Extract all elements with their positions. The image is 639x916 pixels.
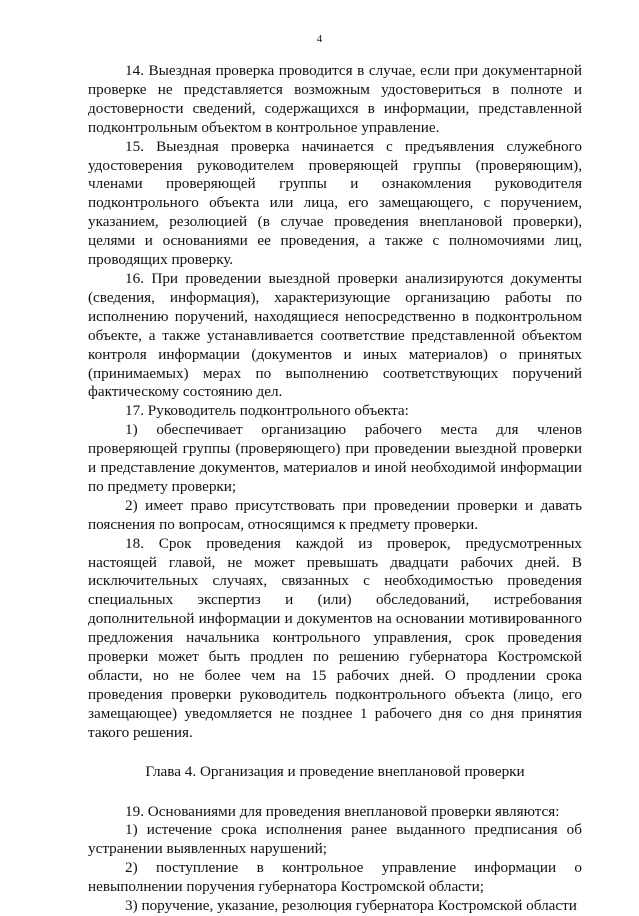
paragraph-18: 18. Срок проведения каждой из проверок, предусмотренных настоящей главой, не может превышать двадцати рабочих дней. В исключительных случаях, связанных с необходимостью проведения специальных экспертиз и (или) обследований, истребования дополнительной информации и документов на основании мотивированного предложения начальника контрольного управления, срок проведения проверки может быть продлен по решению губернатора Костромской области, но не более чем на 15 рабочих дней. О продлении срока проведения проверки руководитель подконтрольного объекта (лицо, его замещающее) уведомляется не позднее 1 рабочего дня со дня принятия такого решения. (88, 534, 582, 741)
paragraph-17-item-2: 2) имеет право присутствовать при проведении проверки и давать пояснения по вопросам, относящимся к предмету проверки. (88, 496, 582, 533)
page-number: 4 (316, 33, 323, 45)
paragraph-19: 19. Основаниями для проведения внеплановой проверки являются: (125, 802, 560, 820)
paragraph-17-item-1: 1) обеспечивает организацию рабочего места для членов проверяющей группы (проверяющего) при проведении выездной проверки и представление документов, материалов и иной необходимой информации по предмету проверки; (88, 421, 582, 495)
paragraph-19-item-2: 2) поступление в контрольное управление информации о невыполнении поручения губернатора Костромской области; (88, 859, 582, 896)
paragraph-17: 17. Руководитель подконтрольного объекта: (125, 402, 409, 420)
chapter-heading: Глава 4. Организация и проведение внеплановой проверки (145, 762, 525, 780)
document-body (88, 62, 582, 916)
paragraph-19-item-1: 1) истечение срока исполнения ранее выданного предписания об устранении выявленных нарушений; (88, 821, 582, 858)
paragraph-19-item-3: 3) поручение, указание, резолюция губернатора Костромской области (125, 897, 577, 915)
paragraph-16: 16. При проведении выездной проверки анализируются документы (сведения, информация), характеризующие организацию работы по исполнению поручений, находящиеся непосредственно в подконтрольном объекте, а также устанавливается соответствие представленной объектом контроля информации (документов и иных материалов) о принятых (принимаемых) мерах по выполнению соответствующих поручений фактическому состоянию дел. (88, 269, 582, 401)
paragraph-14: 14. Выездная проверка проводится в случае, если при документарной проверке не представляется возможным удостовериться в полноте и достоверности сведений, содержащихся в информации, представленной подконтрольным объектом в контрольное управление. (88, 62, 582, 136)
paragraph-15: 15. Выездная проверка начинается с предъявления служебного удостоверения руководителем проверяющей группы (проверяющим), членами проверяющей группы и ознакомления руководителя подконтрольного объекта или лица, его замещающего, с поручением, указанием, резолюцией (в случае проведения внеплановой проверки), целями и основаниями ее проведения, а также с полномочиями лиц, проводящих проверку. (88, 137, 582, 269)
